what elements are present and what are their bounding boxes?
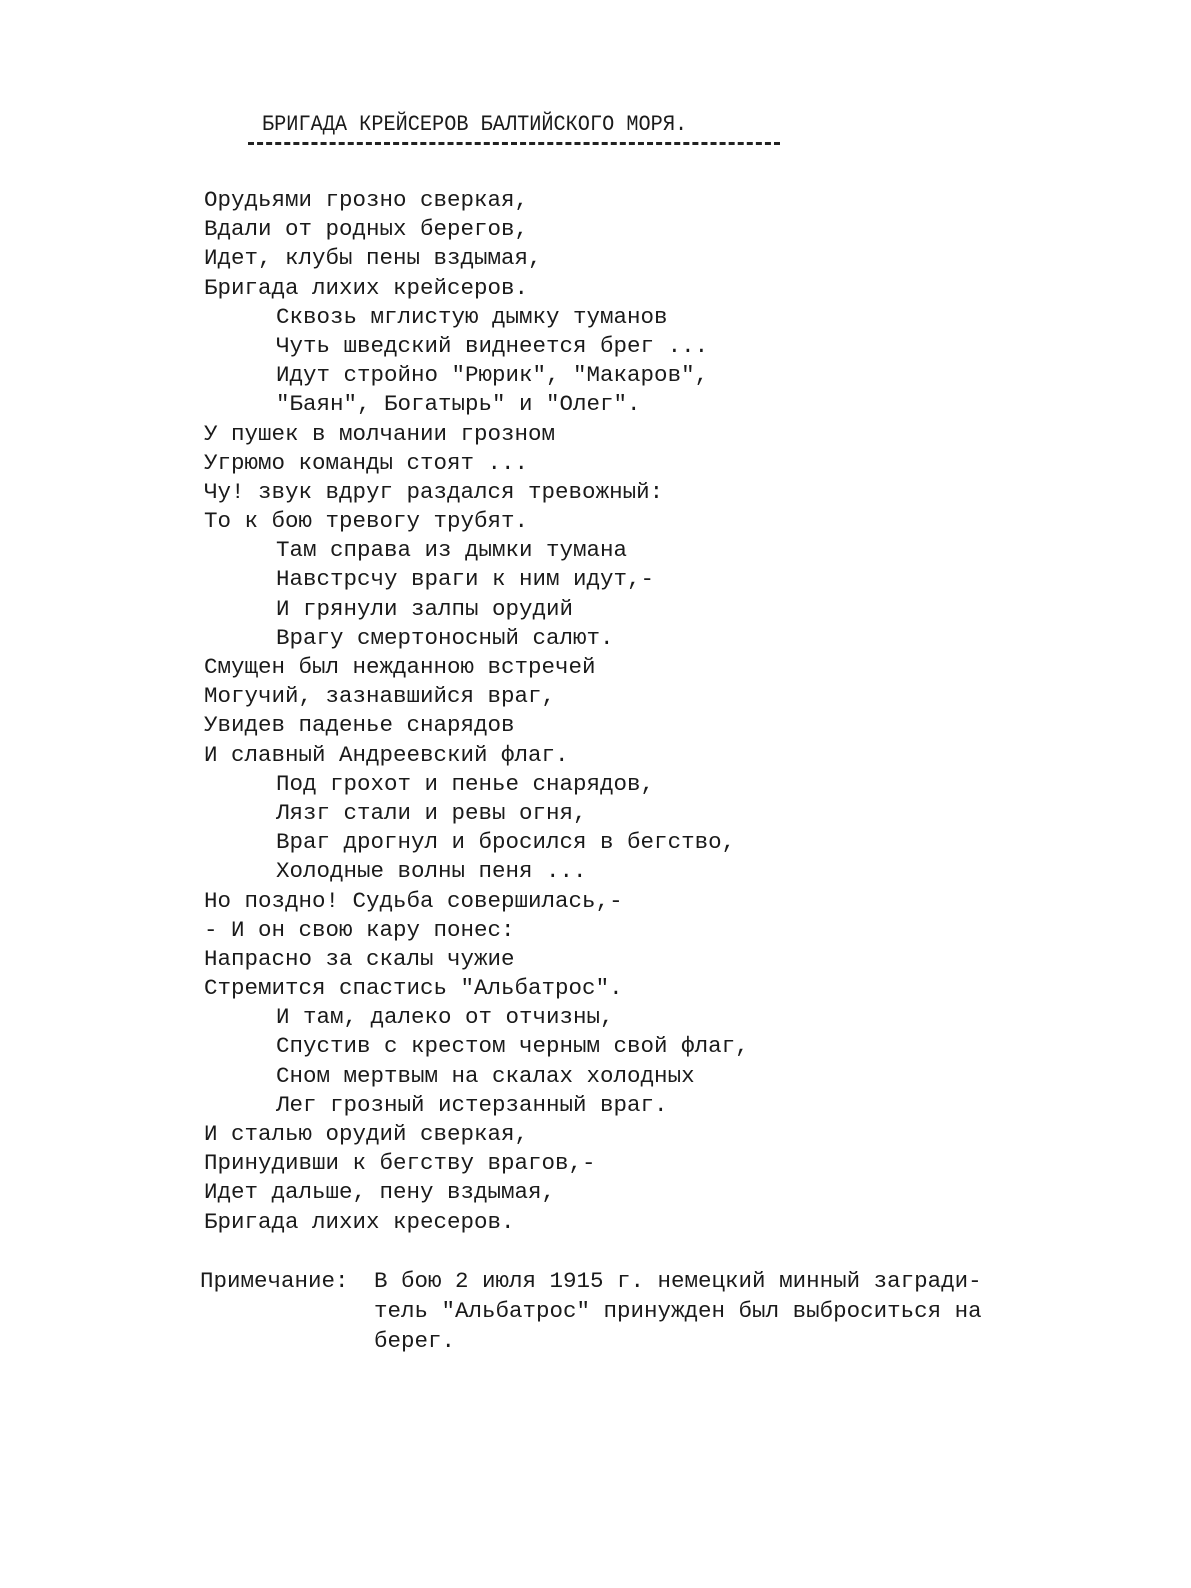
poem-line: Идут стройно "Рюрик", "Макаров",: [276, 362, 709, 389]
poem-line: Там справа из дымки тумана: [276, 537, 628, 564]
poem-line: И грянули залпы орудий: [276, 595, 574, 622]
poem-line: Смущен был нежданною встречей: [204, 654, 596, 680]
poem-line: Сном мертвым на скалах холодных: [276, 1062, 695, 1089]
poem-line: - И он свою кару понес:: [204, 916, 515, 943]
poem-line: Чуть шведский виднеется брег ...: [276, 332, 709, 359]
poem-line: Орудьями грозно сверкая,: [204, 187, 529, 213]
poem-line: Вдали от родных берегов,: [204, 216, 529, 243]
poem-line: У пушек в молчании грозном: [204, 420, 556, 447]
poem-line: Холодные волны пеня ...: [276, 858, 587, 885]
typed-page: БРИГАДА КРЕЙСЕРОВ БАЛТИЙСКОГО МОРЯ. Орудьями грозно сверкая, Вдали от родных берегов, Идет, клубы пены вздымая, Бригада лихих крейсеров. Сквозь мглистую дымку туманов Чуть шведский виднеется брег ... Идут стройно "Рюрик", "Макаров", "Баян", Богатырь" и "Олег". У пушек в молчании грозном Угрюмо команды стоят ... Чу! звук вдруг раздался тревожный: То к бою тревогу трубят. Там справа из дымки тумана Навстрсчу враги к ним идут,- И грянули залпы орудий Врагу смертоносный салют. Смущен был нежданною встречей Могучий, зазнавшийся враг, Увидев паденье снарядов И славный Андреевский флаг. Под грохот и пенье снарядов, Лязг стали и ревы огня, Враг дрогнул и бросился в бегство, Холодные волны пеня ... Но поздно! Судьба совершилась,- - И он свою кару понес: Напрасно за скалы чужие Стремится спастись "Альбатрос". И там, далеко от отчизны, Спустив с крестом черным свой флаг, Сном мертвым на скалах холодных Лег грозный истерзанный враг. И сталью орудий сверкая, Принудивши к бегству врагов,- Идет дальше, пену вздымая, Бригада лихих кресеров. Примечание: В бою 2 июля 1915 г. немецкий минный загради- тель "Альбатрос" принужден был выброситься на берег.: [200, 112, 982, 1354]
poem-line: Под грохот и пенье снарядов,: [276, 770, 655, 797]
poem-line: Лег грозный истерзанный враг.: [276, 1091, 668, 1118]
document-title: БРИГАДА КРЕЙСЕРОВ БАЛТИЙСКОГО МОРЯ.: [262, 112, 688, 137]
poem-line: И там, далеко от отчизны,: [276, 1004, 614, 1031]
poem-line: Стремится спастись "Альбатрос".: [204, 975, 623, 1002]
poem-line: Чу! звук вдруг раздался тревожный:: [204, 478, 664, 505]
poem-line: Сквозь мглистую дымку туманов: [276, 303, 668, 330]
poem-line: И сталью орудий сверкая,: [204, 1121, 529, 1147]
poem-line: Могучий, зазнавшийся враг,: [204, 683, 556, 710]
poem-line: Идет, клубы пены вздымая,: [204, 245, 542, 272]
poem-line: "Баян", Богатырь" и "Олег".: [276, 391, 641, 418]
poem-line: Враг дрогнул и бросился в бегство,: [276, 829, 736, 856]
poem-line: Идет дальше, пену вздымая,: [204, 1179, 556, 1206]
poem-line: Врагу смертоносный салют.: [276, 624, 614, 651]
poem-line: Лязг стали и ревы огня,: [276, 799, 587, 826]
title-underline: [248, 142, 780, 145]
poem-line: И славный Андреевский флаг.: [204, 741, 569, 768]
poem-body: [204, 186, 749, 1237]
poem-line: Бригада лихих крейсеров.: [204, 274, 529, 301]
poem-line: Бригада лихих кресеров.: [204, 1208, 515, 1235]
footnote-label: Примечание:: [200, 1268, 349, 1294]
poem-line: Принудивши к бегству врагов,-: [204, 1150, 596, 1177]
poem-line: Но поздно! Судьба совершилась,-: [204, 887, 623, 914]
poem-line: Угрюмо команды стоят ...: [204, 449, 529, 476]
poem-line: То к бою тревогу трубят.: [204, 508, 529, 535]
poem-line: Напрасно за скалы чужие: [204, 945, 515, 972]
poem-line: Увидев паденье снарядов: [204, 712, 515, 739]
poem-line: Навстрсчу враги к ним идут,-: [276, 566, 655, 593]
poem-line: Спустив с крестом черным свой флаг,: [276, 1033, 749, 1060]
